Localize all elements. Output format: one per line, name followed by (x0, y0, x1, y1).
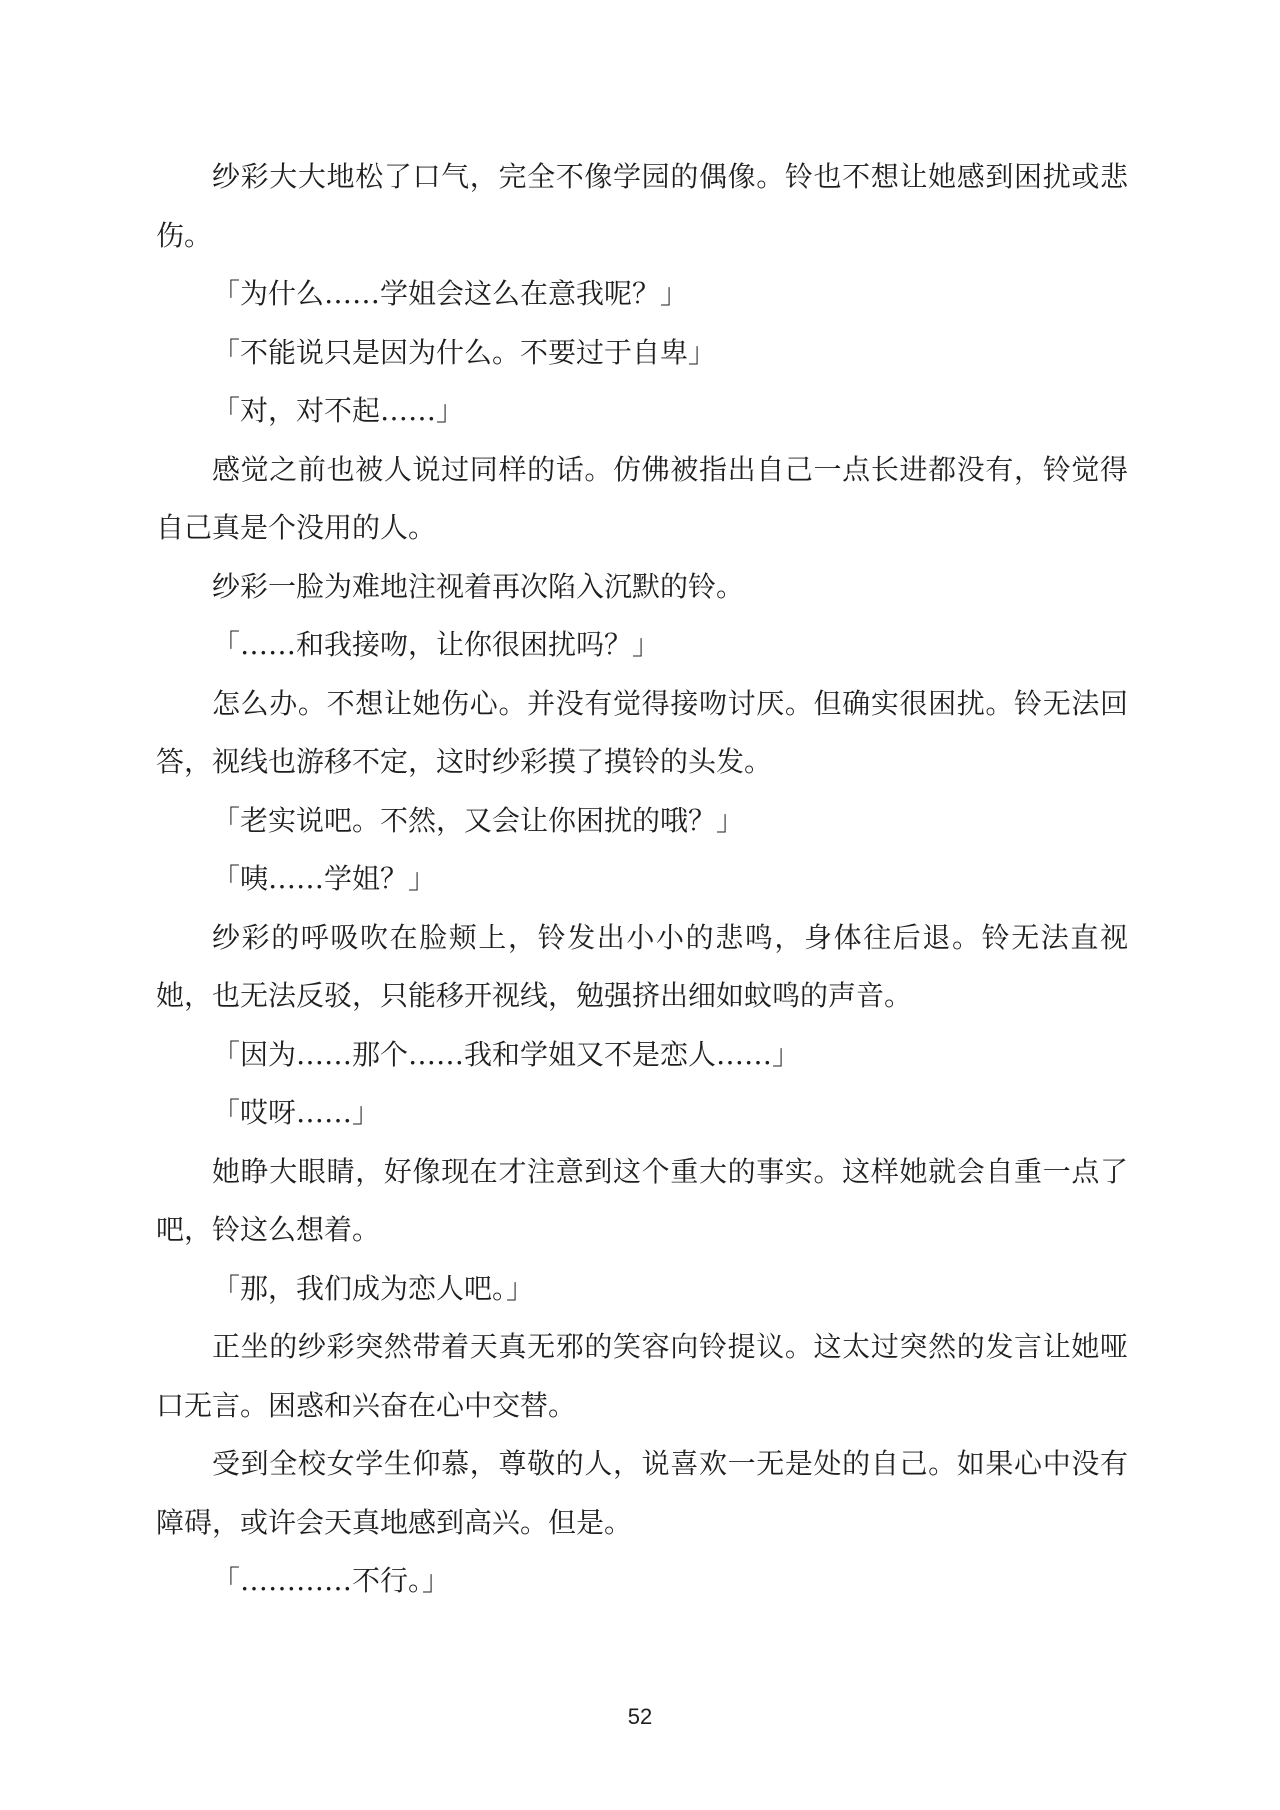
paragraph: 纱彩的呼吸吹在脸颊上，铃发出小小的悲鸣，身体往后退。铃无法直视她，也无法反驳，只能移开视线，勉强挤出细如蚊鸣的声音。 (156, 920, 1128, 1012)
paragraph: 「那，我们成为恋人吧。」 (212, 1271, 535, 1305)
body-text (156, 148, 1128, 1611)
paragraph: 纱彩一脸为难地注视着再次陷入沉默的铃。 (212, 569, 745, 603)
paragraph: 「不能说只是因为什么。不要过于自卑」 (212, 335, 717, 369)
page-number: 52 (627, 1704, 653, 1729)
paragraph: 「因为……那个……我和学姐又不是恋人……」 (212, 1037, 801, 1071)
paragraph: 「为什么……学姐会这么在意我呢？」 (212, 277, 689, 310)
paragraph: 「哎呀……」 (212, 1096, 381, 1129)
paragraph: 「咦……学姐？」 (212, 862, 437, 895)
paragraph: 受到全校女学生仰慕，尊敬的人，说喜欢一无是处的自己。如果心中没有障碍，或许会天真地感到高兴。但是。 (156, 1447, 1128, 1539)
paragraph: 「老实说吧。不然，又会让你困扰的哦？」 (212, 803, 745, 837)
paragraph: 「……和我接吻，让你很困扰吗？」 (212, 628, 661, 661)
paragraph: 她睁大眼睛，好像现在才注意到这个重大的事实。这样她就会自重一点了吧，铃这么想着。 (156, 1154, 1128, 1246)
paragraph: 「对，对不起……」 (212, 394, 465, 427)
paragraph: 「…………不行。」 (212, 1564, 451, 1597)
paragraph: 正坐的纱彩突然带着天真无邪的笑容向铃提议。这太过突然的发言让她哑口无言。困惑和兴奋在心中交替。 (156, 1330, 1128, 1422)
paragraph: 感觉之前也被人说过同样的话。仿佛被指出自己一点长进都没有，铃觉得自己真是个没用的人。 (156, 452, 1128, 544)
paragraph: 怎么办。不想让她伤心。并没有觉得接吻讨厌。但确实很困扰。铃无法回答，视线也游移不定，这时纱彩摸了摸铃的头发。 (156, 686, 1128, 778)
paragraph: 纱彩大大地松了口气，完全不像学园的偶像。铃也不想让她感到困扰或悲伤。 (156, 160, 1128, 252)
